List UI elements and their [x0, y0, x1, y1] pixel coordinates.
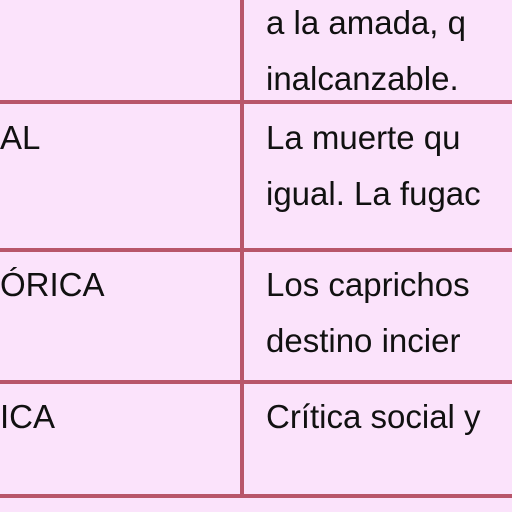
row-3-left-cell: ÓRICA — [0, 266, 105, 303]
row-3-right-line-1: Los caprichos — [266, 266, 470, 303]
row-2-left-cell: AL — [0, 119, 41, 156]
row-2-right-line-1: La muerte qu — [266, 119, 461, 156]
table-bottom-border — [0, 494, 512, 498]
row-divider-2 — [0, 248, 512, 252]
row-1-right-line-2: inalcanzable. — [266, 60, 459, 97]
row-4-right-line-1: Crítica social y — [266, 398, 481, 435]
row-4-left-cell: ICA — [0, 398, 56, 435]
row-2-right-line-2: igual. La fugac — [266, 175, 481, 212]
row-divider-3 — [0, 380, 512, 384]
row-1-right-line-1: a la amada, q — [266, 4, 466, 41]
row-3-right-line-2: destino incier — [266, 322, 461, 359]
